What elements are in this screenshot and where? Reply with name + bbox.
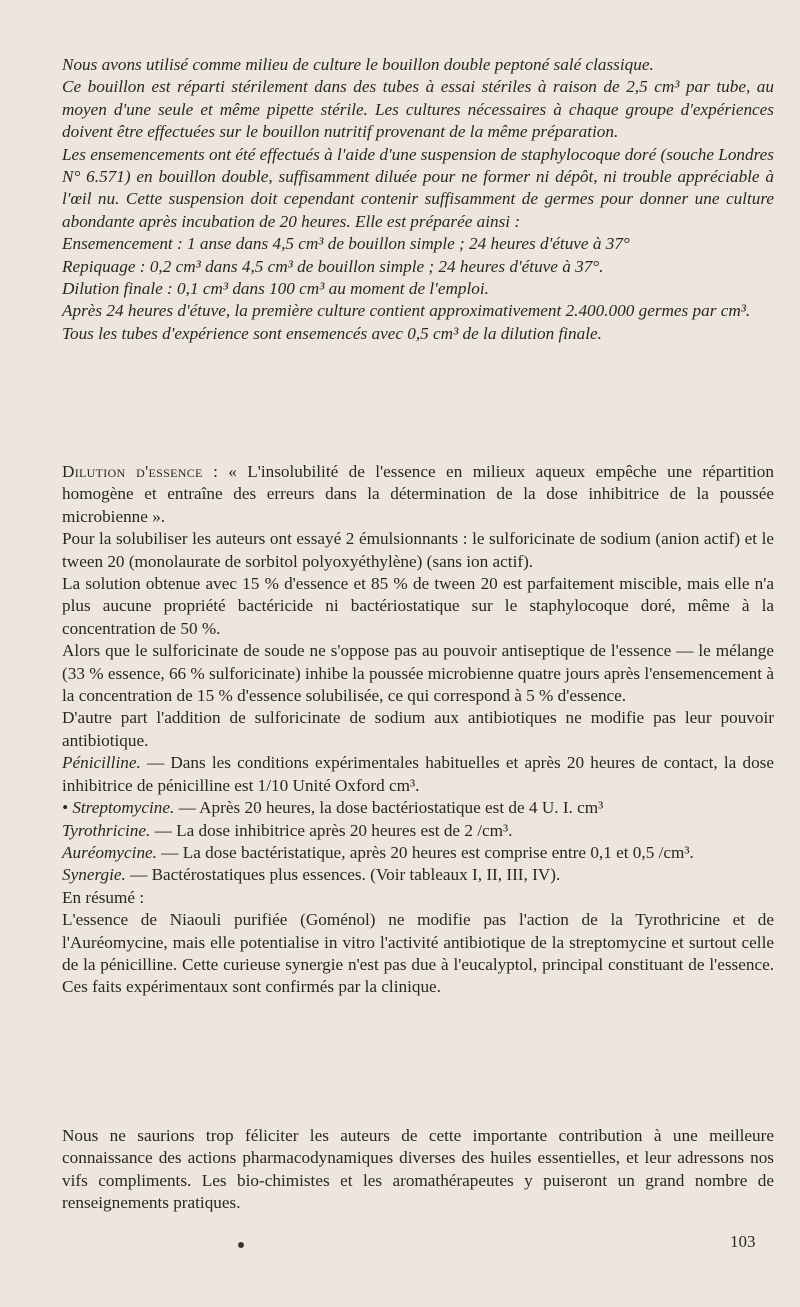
paragraph-dilution-essence <box>62 461 774 528</box>
page-number: 103 <box>730 1232 756 1251</box>
antibiotic-name: Pénicilline. <box>62 753 141 773</box>
antibiotic-name: Synergie. <box>62 865 126 885</box>
paragraph-tubes: Tous les tubes d'expérience sont ensemencés avec 0,5 cm³ de la dilution finale. <box>62 323 602 343</box>
dilution-heading: Dilution d'essence <box>62 462 203 481</box>
paragraph-broth-distribution: Ce bouillon est réparti stérilement dans des tubes à essai stériles à raison de 2,5 cm³ par tube, au moyen d'une seule et même pipette stérile. Les cultures nécessaires à chaque groupe d'expériences doivent être effectuées sur le bouillon nutritif provenant de la même préparation. <box>62 77 774 142</box>
paragraph-synergie <box>62 864 774 886</box>
paragraph-sulforicinate: Alors que le sulforicinate de soude ne s'oppose pas au pouvoir antiseptique de l'essence — le mélange (33 % essence, 66 % sulforicinate) inhibe la poussée microbienne quatre jours après l'ensemencement à la concentration de 15 % d'essence solubilisée, ce qui correspond à 5 % d'essence. <box>62 641 774 706</box>
methods-section <box>62 54 774 345</box>
paragraph-aureomycine <box>62 842 774 864</box>
paragraph-closing: Nous ne saurions trop féliciter les auteurs de cette importante contribution à une meilleure connaissance des actions pharmacodynamiques diverses des huiles essentielles, et leur adressons nos vifs compliments. Les bio-chimistes et les aromathérapeutes y puiseront un grand nombre de renseignements pratiques. <box>62 1126 774 1213</box>
paragraph-germ-count: Après 24 heures d'étuve, la première culture contient approximativement 2.400.000 germes par cm³. <box>62 301 751 321</box>
paragraph-antibiotic-addition: D'autre part l'addition de sulforicinate de sodium aux antibiotiques ne modifie pas leur pouvoir antibiotique. <box>62 708 774 750</box>
paragraph-penicilline <box>62 752 774 797</box>
paragraph-ensemencement: Ensemencement : 1 anse dans 4,5 cm³ de bouillon simple ; 24 heures d'étuve à 37° <box>62 234 630 254</box>
paragraph-culture-medium: Nous avons utilisé comme milieu de culture le bouillon double peptoné salé classique. <box>62 55 654 74</box>
paragraph-repiquage: Repiquage : 0,2 cm³ dans 4,5 cm³ de bouillon simple ; 24 heures d'étuve à 37°. <box>62 256 604 276</box>
paragraph-dilution-finale: Dilution finale : 0,1 cm³ dans 100 cm³ au moment de l'emploi. <box>62 279 489 299</box>
antibiotic-text: — Bactérostatiques plus essences. (Voir tableaux I, II, III, IV). <box>125 865 561 885</box>
dilution-text: : « L'insolubilité de l'essence en milieux aqueux empêche une répartition homogène et entraîne des erreurs dans la détermination de la dose inhibitrice de la poussée microbienne ». <box>62 462 774 526</box>
paragraph-inoculation: Les ensemencements ont été effectués à l'aide d'une suspension de staphylocoque doré (souche Londres N° 6.571) en bouillon double, suffisamment diluée pour ne former ni dépôt, ni trouble appréciable à l'œil nu. Cette suspension doit cependant contenir suffisamment de germes pour donner une culture abondante après incubation de 20 heures. Elle est préparée ainsi : <box>62 144 774 231</box>
paragraph-summary: L'essence de Niaouli purifiée (Goménol) ne modifie pas l'action de la Tyrothricine et de l'Auréomycine, mais elle potentialise in vitro l'activité antibiotique de la streptomycine et surtout celle de la pénicilline. Cette curieuse synergie n'est pas due à l'eucalyptol, principal constituant de l'essence. Ces faits expérimentaux sont confirmés par la clinique. <box>62 910 774 997</box>
antibiotic-name: Tyrothricine. <box>62 820 151 840</box>
antibiotic-text: — La dose bactéristatique, après 20 heures est comprise entre 0,1 et 0,5 /cm³. <box>156 842 694 862</box>
results-section <box>62 461 774 999</box>
antibiotic-name: Auréomycine. <box>62 842 157 862</box>
paragraph-en-resume: En résumé : <box>62 887 145 907</box>
paragraph-tween: La solution obtenue avec 15 % d'essence et 85 % de tween 20 est parfaitement miscible, mais elle n'a plus aucune propriété bactéricide ni bactériostatique sur le staphylocoque doré, même à la concentration de 50 %. <box>62 574 774 638</box>
antibiotic-text: — Dans les conditions expérimentales habituelles et après 20 heures de contact, la dose inhibitrice de pénicilline est 1/10 Unité Oxford cm³. <box>62 753 774 795</box>
paragraph-tyrothricine <box>62 820 774 842</box>
antibiotic-text: — La dose inhibitrice après 20 heures est de 2 /cm³. <box>150 820 513 840</box>
paragraph-streptomycine <box>62 797 774 819</box>
antibiotic-name: • Streptomycine. <box>62 798 175 818</box>
closing-section <box>62 1125 774 1215</box>
antibiotic-text: — Après 20 heures, la dose bactériostatique est de 4 U. I. cm³ <box>174 798 604 818</box>
decorative-dot <box>238 1242 244 1248</box>
paragraph-solubilisation: Pour la solubiliser les auteurs ont essayé 2 émulsionnants : le sulforicinate de sodium (anion actif) et le tween 20 (monolaurate de sorbitol polyoxyéthylène) (sans ion actif). <box>62 529 774 571</box>
